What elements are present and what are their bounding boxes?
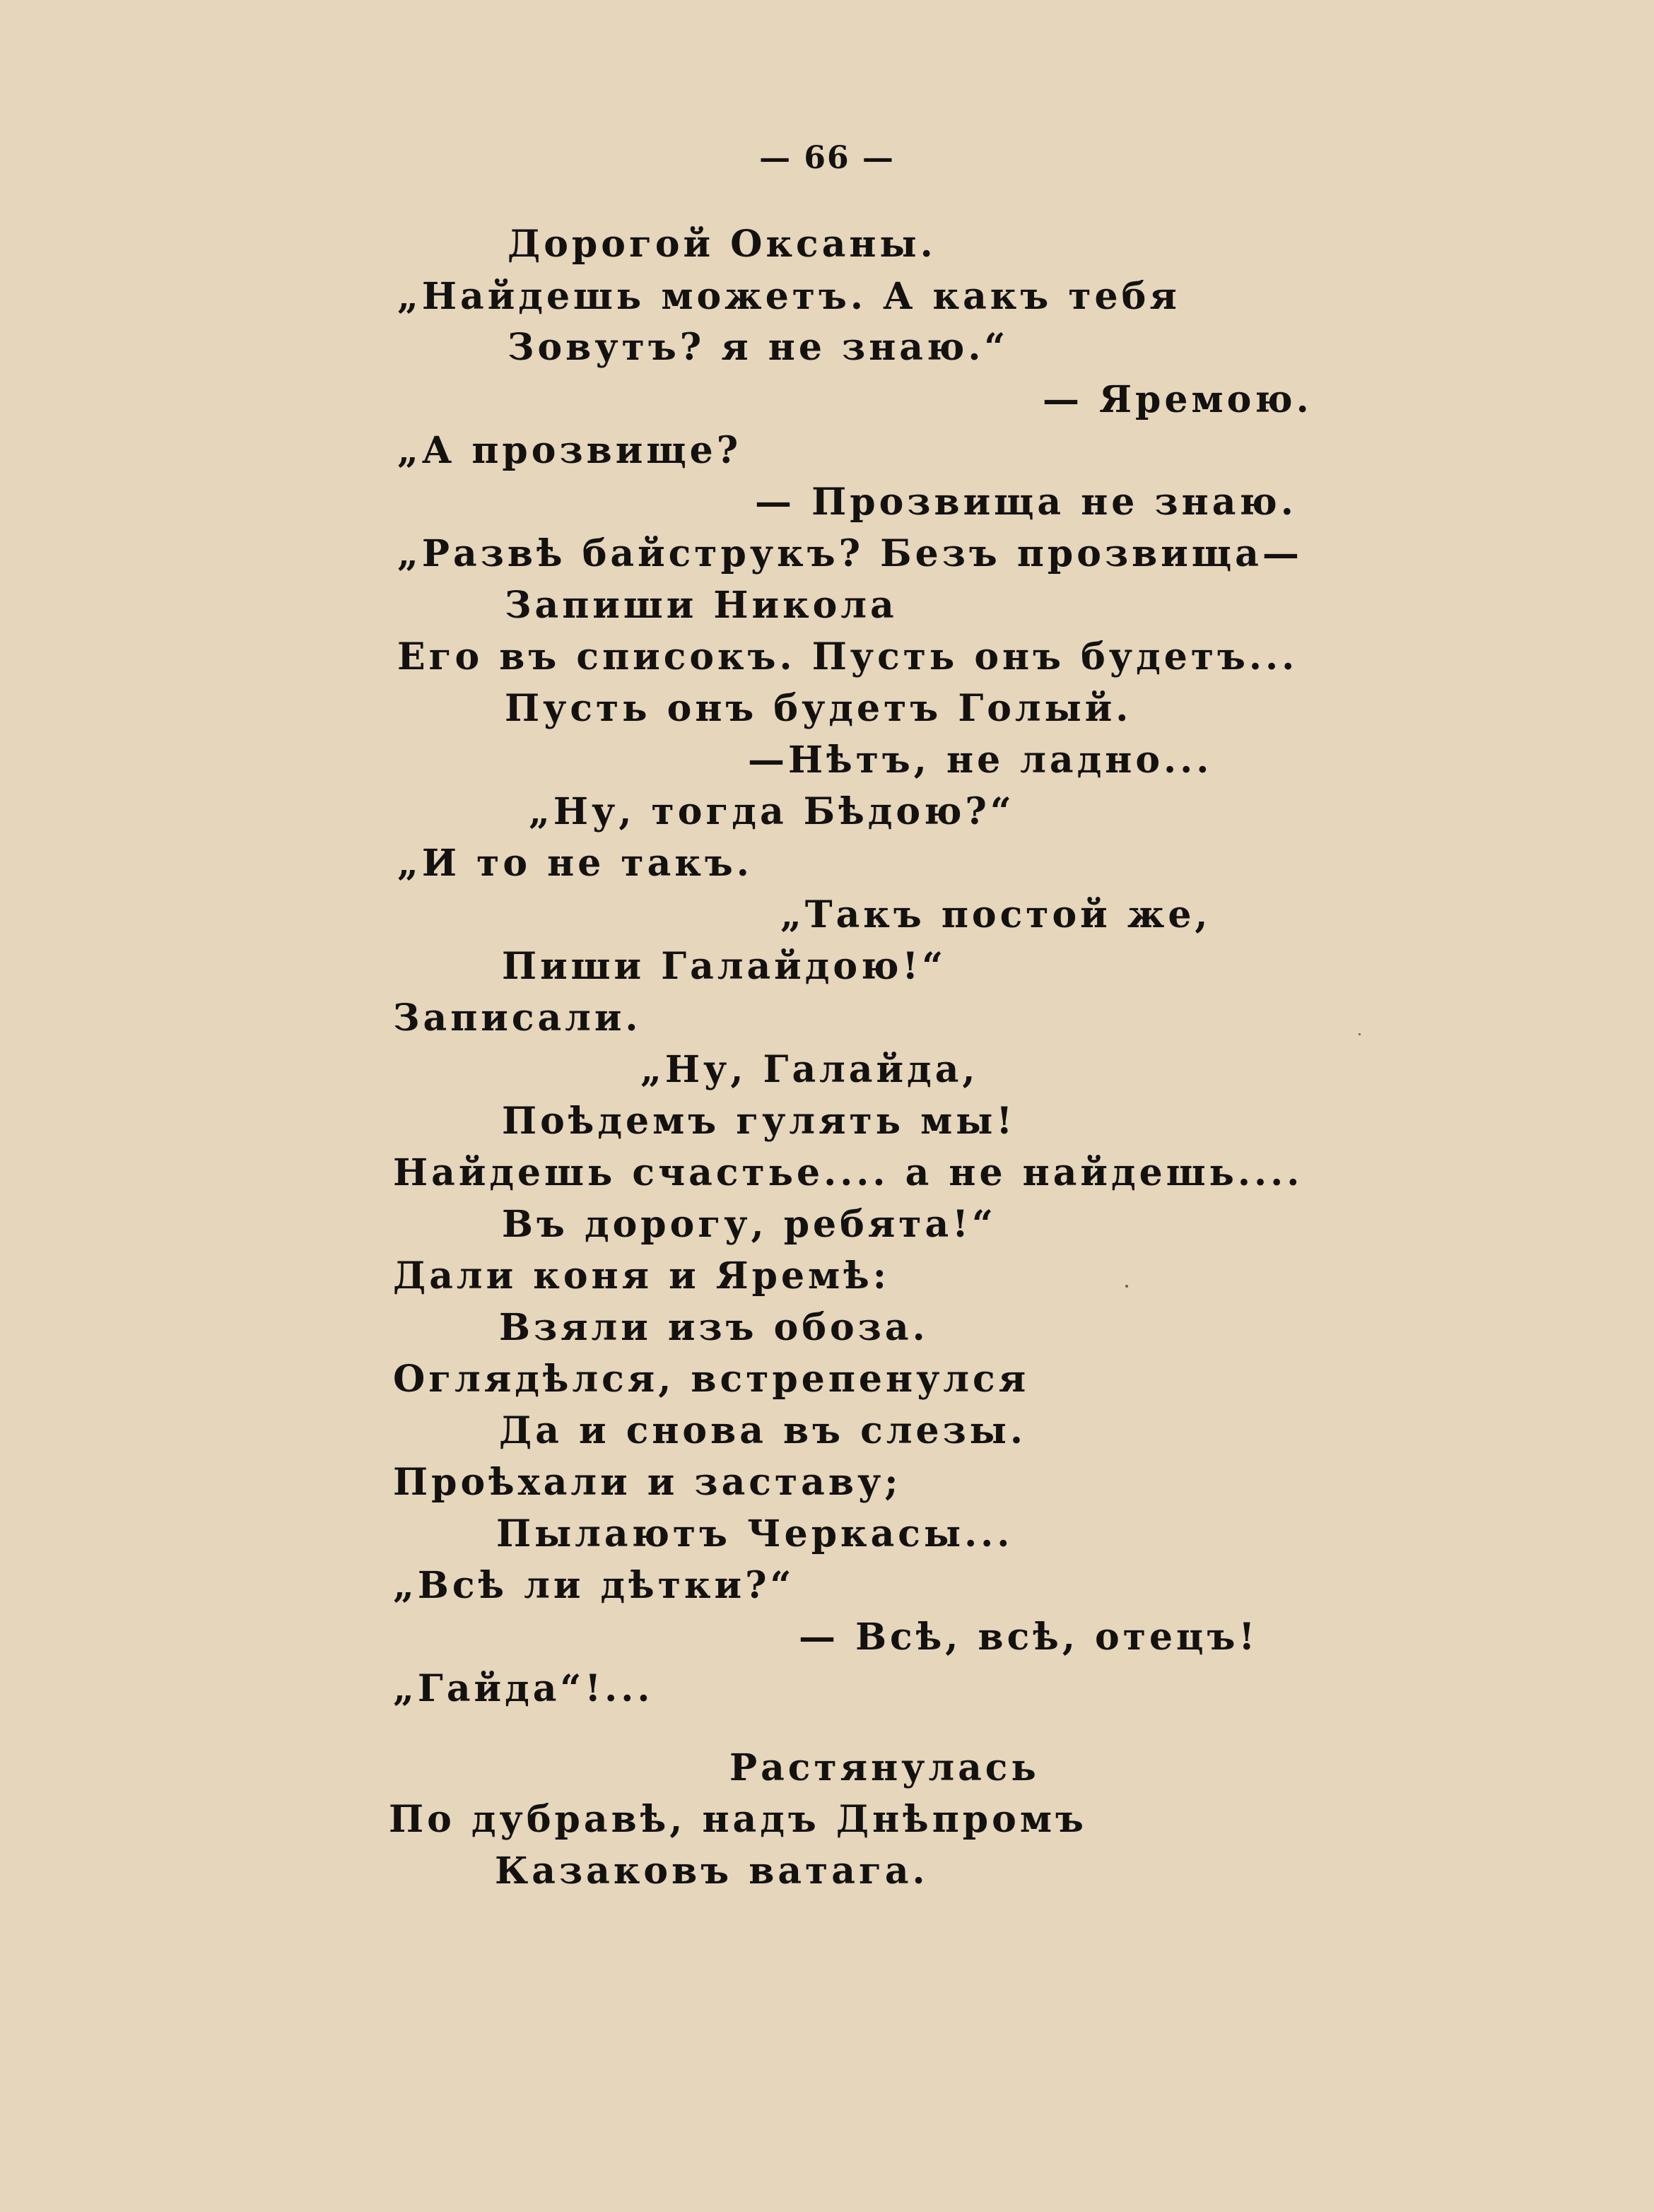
poem-line: Растянулась xyxy=(729,1746,1040,1789)
paper-speck xyxy=(1359,1033,1361,1035)
poem-line: Пылаютъ Черкасы... xyxy=(496,1512,1014,1555)
poem-line: — Прозвища не знаю. xyxy=(755,481,1297,524)
poem-line: Проѣхали и заставу; xyxy=(393,1461,902,1504)
poem-line: Пиши Галайдою!“ xyxy=(502,945,947,988)
poem-line: — Всѣ, всѣ, отецъ! xyxy=(799,1616,1259,1659)
poem-line: Записали. xyxy=(393,996,642,1040)
poem-line: „Найдешь можетъ. А какъ тебя xyxy=(397,275,1180,318)
poem-line: По дубравѣ, надъ Днѣпромъ xyxy=(389,1798,1087,1841)
paper-speck xyxy=(1125,1285,1128,1288)
poem-line: —Нѣтъ, не ладно... xyxy=(748,739,1213,782)
poem-line: Да и снова въ слезы. xyxy=(499,1409,1026,1452)
poem-line: „Ну, тогда Бѣдою?“ xyxy=(529,790,1015,833)
poem-line: Казаковъ ватага. xyxy=(495,1849,929,1893)
poem-line: „А прозвище? xyxy=(397,429,742,472)
poem-line: „Такъ постой же, xyxy=(780,893,1212,936)
poem-line: „Всѣ ли дѣтки?“ xyxy=(393,1564,795,1607)
poem-line: „Ну, Галайда, xyxy=(640,1048,979,1091)
poem-line: Дали коня и Яремѣ: xyxy=(393,1254,890,1298)
page-number: — 66 — xyxy=(759,140,895,176)
poem-line: Зовутъ? я не знаю.“ xyxy=(508,326,1009,369)
poem-line: Его въ списокъ. Пусть онъ будетъ... xyxy=(397,635,1298,678)
poem-line: Въ дорогу, ребята!“ xyxy=(502,1203,997,1246)
poem-line: Оглядѣлся, встрепенулся xyxy=(393,1358,1030,1401)
poem-line: „Гайда“!... xyxy=(393,1667,654,1710)
poem-line: „Развѣ байструкъ? Безъ прозвища— xyxy=(397,532,1303,575)
poem-line: Пусть онъ будетъ Голый. xyxy=(505,687,1132,730)
poem-line: Дорогой Оксаны. xyxy=(508,223,937,266)
poem-line: Найдешь счастье.... а не найдешь.... xyxy=(393,1151,1303,1194)
poem-line: Запиши Никола xyxy=(505,584,898,627)
poem-line: Поѣдемъ гулять мы! xyxy=(502,1100,1016,1143)
poem-line: Взяли изъ обоза. xyxy=(499,1306,929,1349)
poem-text xyxy=(0,212,1654,1979)
poem-line: — Яремою. xyxy=(1043,378,1313,421)
poem-line: „И то не такъ. xyxy=(397,842,753,885)
